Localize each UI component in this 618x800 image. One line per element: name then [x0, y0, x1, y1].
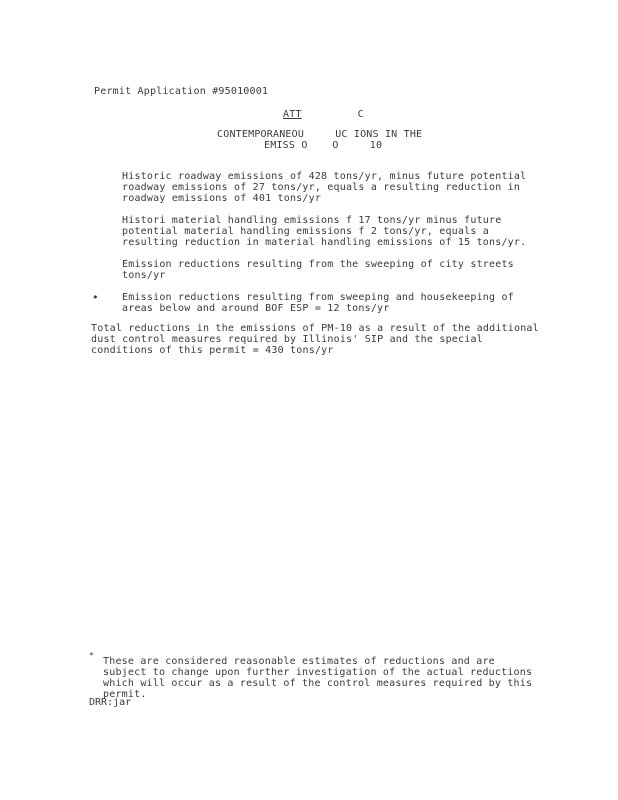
footnote-marker: *	[89, 651, 94, 660]
total-reductions-paragraph: Total reductions in the emissions of PM-10 as a result of the additional dust control measures required by Illinois' SIP and the special conditions of this permit = 430 tons/yr	[91, 323, 539, 356]
material-handling-paragraph: Histori material handling emissions f 17 tons/yr minus future potential material handling emissions f 2 tons/yr, equals a resulting reduction in material handling emissions of 15 tons/yr.	[122, 215, 527, 248]
footnote-text: These are considered reasonable estimates of reductions and are subject to change upon further investigation of the actual reductions which will occur as a result of the control measures required by this permit.	[103, 656, 533, 700]
roadway-reduction-paragraph: Historic roadway emissions of 428 tons/yr, minus future potential roadway emissions of 27 tons/yr, equals a resulting reduction in roadway emissions of 401 tons/yr	[122, 171, 527, 204]
document-title-line-1: CONTEMPORANEOU UC IONS IN THE	[217, 129, 423, 140]
street-sweeping-paragraph: Emission reductions resulting from the sweeping of city streets tons/yr	[122, 259, 514, 281]
housekeeping-paragraph: Emission reductions resulting from sweeping and housekeeping of areas below and around BOF ESP = 12 tons/yr	[122, 292, 514, 314]
author-initials: DRR:jar	[89, 697, 132, 708]
document-title-line-2: EMISS O O 10	[264, 140, 383, 151]
attachment-label	[283, 109, 364, 120]
permit-header: Permit Application #95010001	[94, 86, 269, 97]
bullet-icon: •	[92, 291, 99, 304]
attachment-label-suffix: C	[357, 109, 364, 120]
attachment-label-text: ATT	[283, 109, 302, 120]
